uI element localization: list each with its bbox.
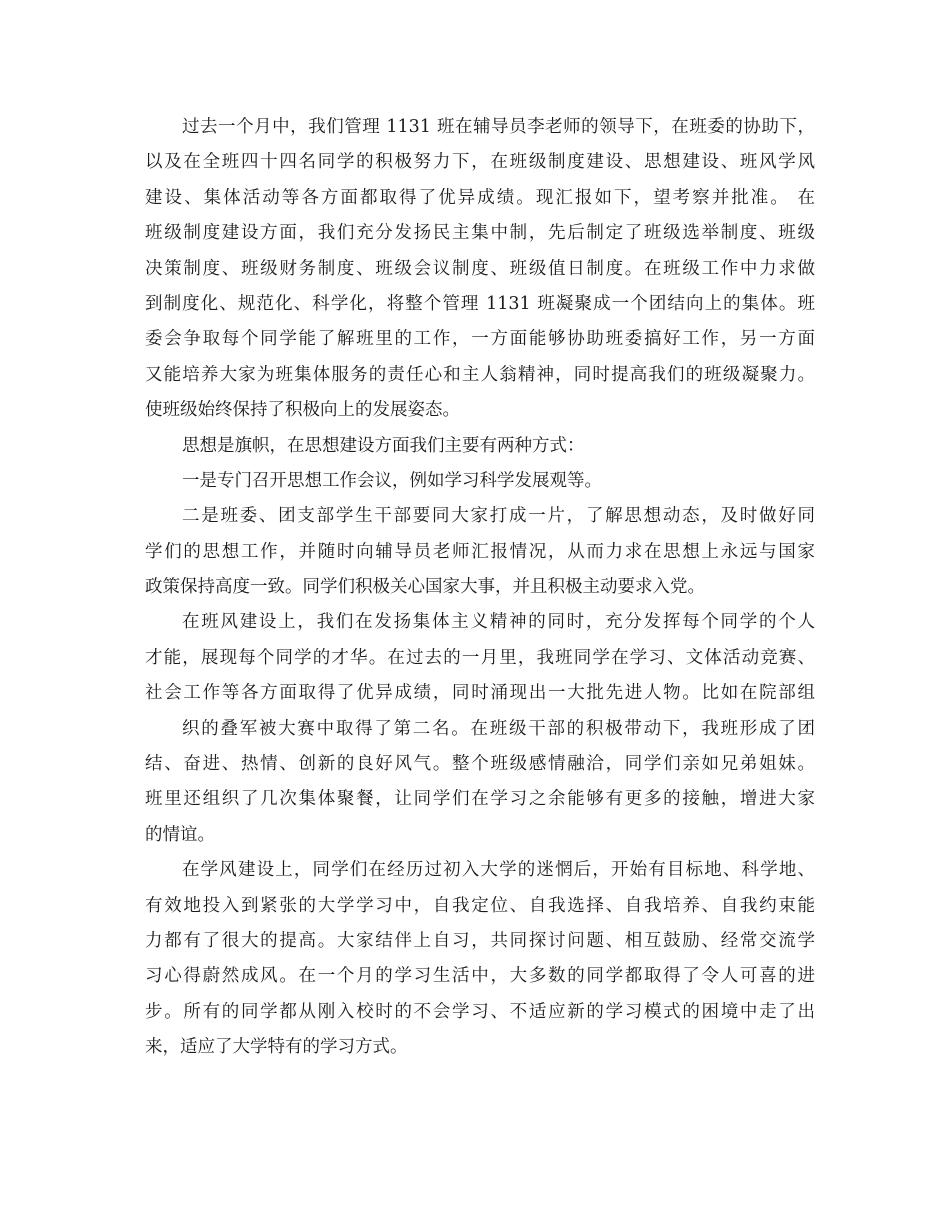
text-line: 委会争取每个同学能了解班里的工作，一方面能够协助班委搞好工作，另一方面	[145, 329, 815, 350]
text-line: 学们的思想工作，并随时向辅导员老师汇报情况，从而力求在思想上永远与国家	[145, 541, 815, 562]
text-line: 决策制度、班级财务制度、班级会议制度、班级值日制度。在班级工作中力求做	[145, 258, 815, 279]
text-line: 来，适应了大学特有的学习方式。	[145, 1037, 408, 1058]
text-line: 才能，展现每个同学的才华。在过去的一月里，我班同学在学习、文体活动竞赛、	[145, 647, 815, 668]
text-line: 班级制度建设方面，我们充分发扬民主集中制，先后制定了班级选举制度、班级	[145, 223, 815, 244]
text-line: 思想是旗帜，在思想建设方面我们主要有两种方式：	[182, 435, 585, 456]
text-line: 步。所有的同学都从刚入校时的不会学习、不适应新的学习模式的困境中走了出	[145, 1001, 815, 1022]
text-line: 到制度化、规范化、科学化，将整个管理 1131 班凝聚成一个团结向上的集体。班	[145, 293, 815, 314]
text-line: 结、奋进、热情、创新的良好风气。整个班级感情融洽，同学们亲如兄弟姐妹。	[145, 754, 815, 775]
text-line: 以及在全班四十四名同学的积极努力下，在班级制度建设、思想建设、班风学风	[145, 152, 815, 173]
text-line: 一是专门召开思想工作会议，例如学习科学发展观等。	[182, 470, 602, 491]
text-line: 习心得蔚然成风。在一个月的学习生活中，大多数的同学都取得了令人可喜的进	[145, 966, 815, 987]
text-line: 政策保持高度一致。同学们积极关心国家大事，并且积极主动要求入党。	[145, 577, 705, 598]
text-line: 有效地投入到紧张的大学学习中，自我定位、自我选择、自我培养、自我约束能	[145, 895, 815, 916]
text-line: 在学风建设上，同学们在经历过初入大学的迷惘后，开始有目标地、科学地、	[182, 860, 815, 881]
document-body	[145, 110, 815, 1066]
text-line: 社会工作等各方面取得了优异成绩，同时涌现出一大批先进人物。比如在院部组	[145, 683, 815, 704]
text-line: 织的叠军被大赛中取得了第二名。在班级干部的积极带动下，我班形成了团	[182, 718, 815, 739]
text-line: 过去一个月中，我们管理 1131 班在辅导员李老师的领导下，在班委的协助下，	[182, 117, 815, 137]
text-line: 力都有了很大的提高。大家结伴上自习，共同探讨问题、相互鼓励、经常交流学	[145, 930, 815, 951]
text-line: 建设、集体活动等各方面都取得了优异成绩。现汇报如下，望考察并批准。 在	[145, 187, 815, 208]
text-line: 的情谊。	[145, 824, 215, 845]
text-line: 又能培养大家为班集体服务的责任心和主人翁精神，同时提高我们的班级凝聚力。	[145, 364, 815, 385]
text-line: 在班风建设上，我们在发扬集体主义精神的同时，充分发挥每个同学的个人	[182, 612, 815, 633]
text-line: 使班级始终保持了积极向上的发展姿态。	[145, 400, 460, 421]
text-line: 班里还组织了几次集体聚餐，让同学们在学习之余能够有更多的接触，增进大家	[145, 789, 815, 810]
text-line: 二是班委、团支部学生干部要同大家打成一片，了解思想动态，及时做好同	[182, 506, 815, 527]
